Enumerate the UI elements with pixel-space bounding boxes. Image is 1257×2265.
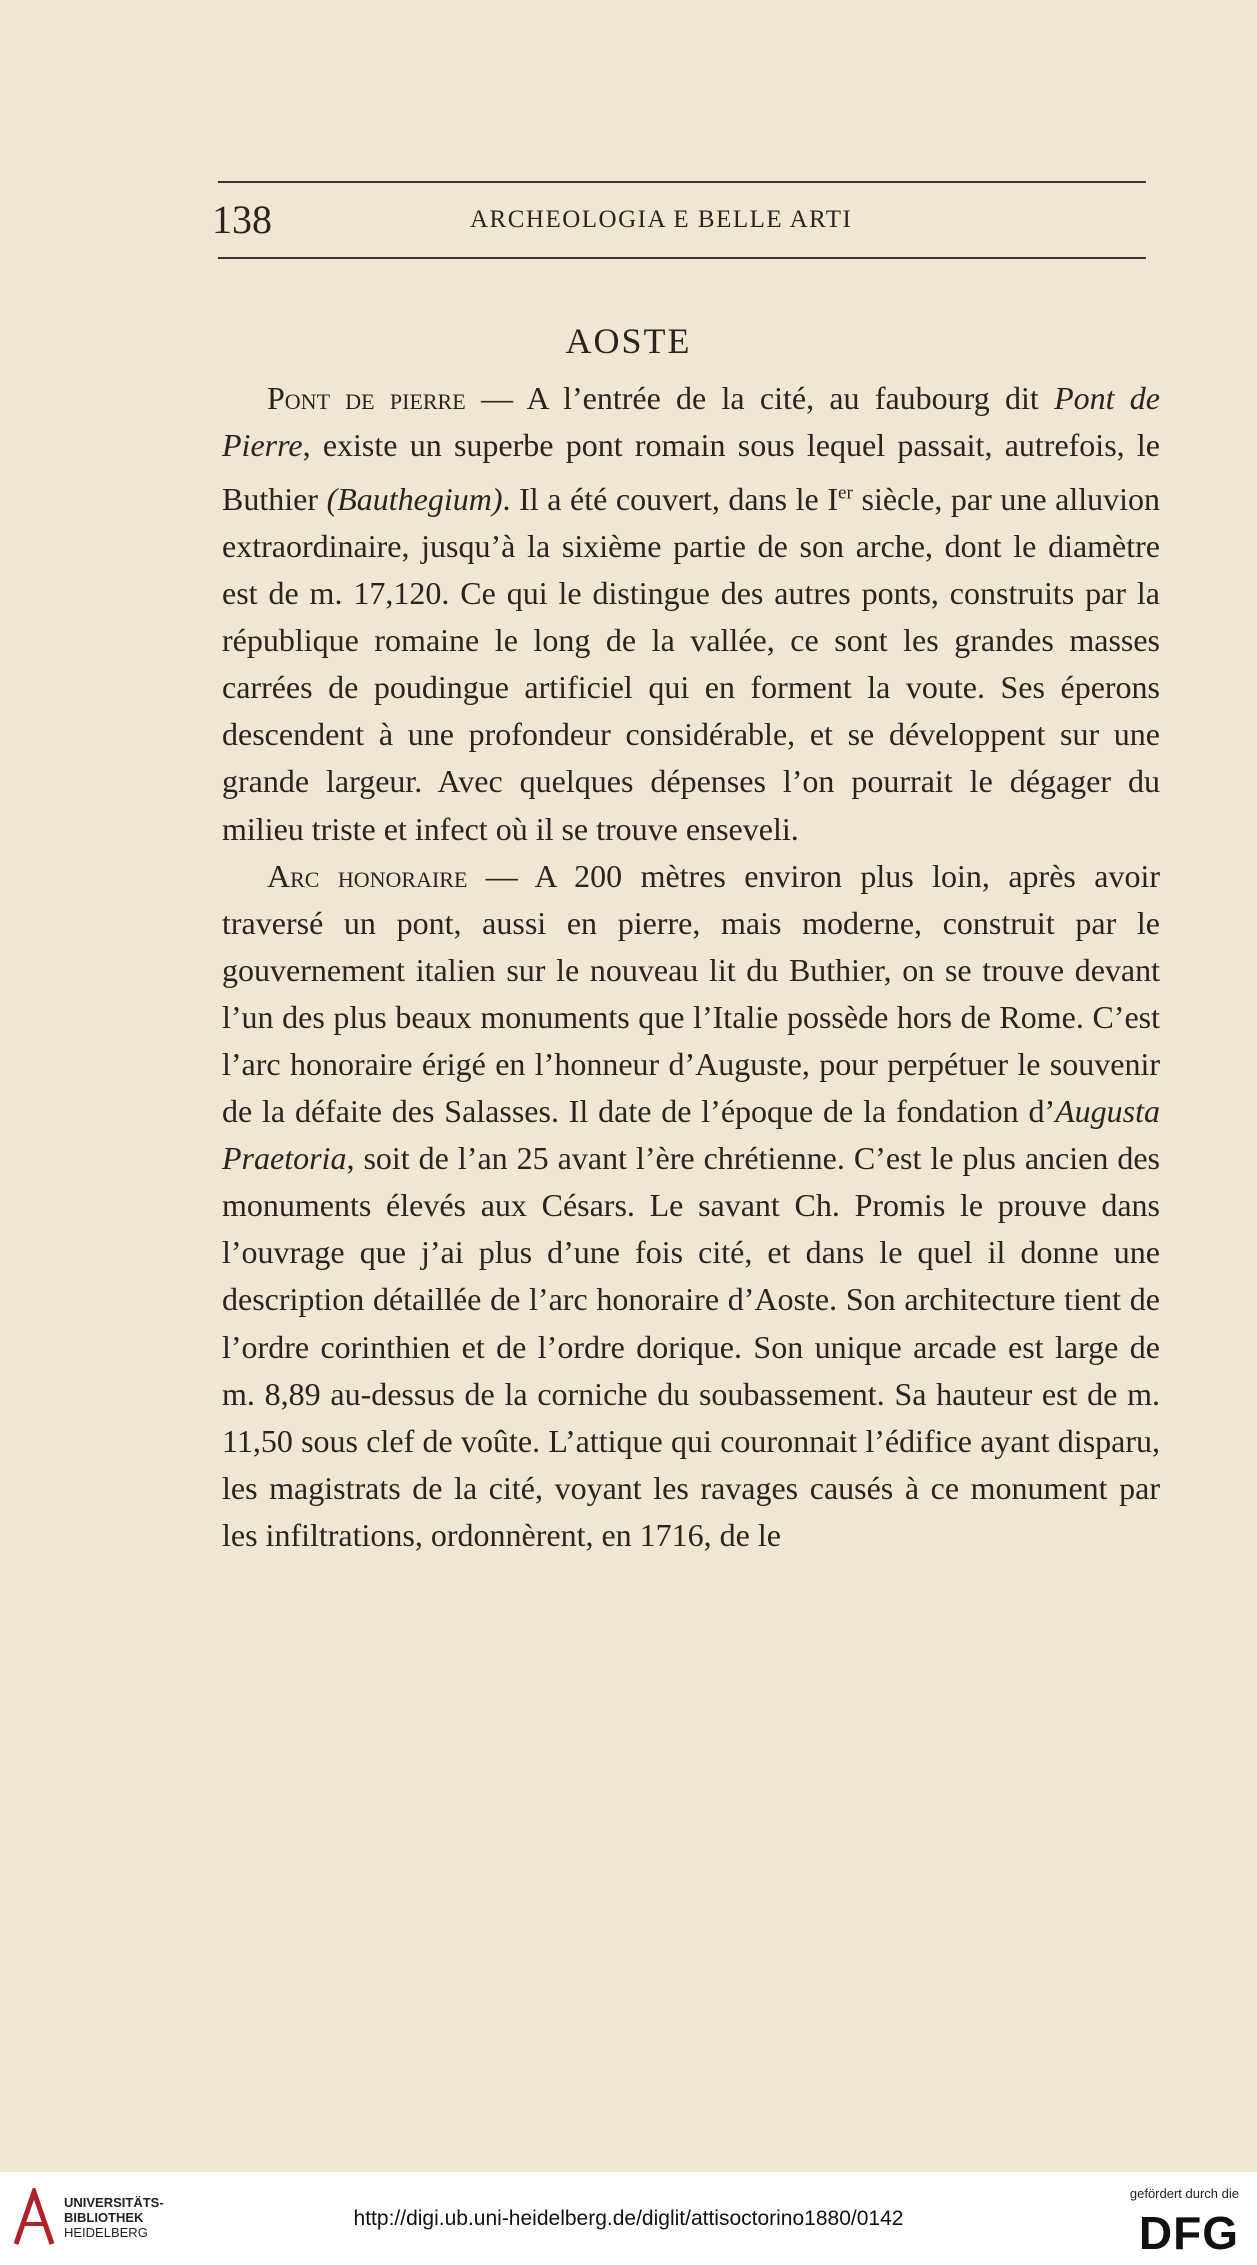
- funding-note: gefördert durch die: [1129, 2186, 1239, 2201]
- italic-text: Pont de Pierre: [222, 380, 1161, 464]
- logo-line: UNIVERSITÄTS-: [64, 2195, 164, 2210]
- text-run: , existe un superbe pont romain sous lequel passait, autrefois, le Buthier: [222, 427, 1160, 517]
- paragraph-text: [222, 858, 1160, 1553]
- dfg-logo: DFG: [1138, 2207, 1239, 2259]
- italic-text: (Bauthegium): [326, 480, 503, 517]
- paragraph-pont-de-pierre: [222, 375, 1160, 853]
- text-run: A 200 mètres environ plus loin, après avoir traversé un pont, aussi en pierre, mais moderne, construit par le gouvernement italien sur le nouveau lit du Buthier, on se trouve devant l’un des plus beaux monuments que l’Italie possède hors de Rome. C’est l’arc honoraire érigé en l’honneur d’Auguste, pour perpétuer le souvenir de la défaite des Salasses. Il date de l’époque de la fondation d’: [222, 857, 1160, 1130]
- viewer-footer: [0, 2172, 1257, 2265]
- running-head: ARCHEOLOGIA E BELLE ARTI: [470, 206, 853, 233]
- text-run: . Il a été couvert, dans le I: [502, 480, 839, 517]
- permalink-url[interactable]: http://digi.ub.uni-heidelberg.de/diglit/attisoctorino1880/0142: [353, 2207, 904, 2230]
- section-title: AOSTE: [565, 321, 692, 361]
- text-run: , soit de l’an 25 avant l’ère chrétienne. C’est le plus ancien des monuments élevés aux Césars. Le savant Ch. Promis le prouve dans l’ouvrage que j’ai plus d’une fois cité, et dans le quel il donne une description détaillée de l’arc honoraire d’Aoste. Son architecture tient de l’ordre corinthien et de l’ordre dorique. Son unique arcade est large de m. 8,89 au-dessus de la corniche du soubassement. Sa hauteur est de m. 11,50 sous clef de voûte. L’attique qui couronnait l’édifice ayant disparu, les magistrats de la cité, voyant les ravages causés à ce monument par les infiltrations, ordonnèrent, en 1716, de le: [222, 1140, 1160, 1553]
- text-run: A l’entrée de la cité, au faubourg dit: [526, 380, 1055, 416]
- paragraph-label: Arc honoraire: [267, 857, 468, 894]
- page-number: 138: [212, 197, 272, 242]
- label-dash: —: [465, 380, 527, 416]
- superscript-text: er: [838, 482, 853, 504]
- paragraph-arc-honoraire: [222, 853, 1160, 1559]
- italic-text: Augusta Praetoria: [222, 1093, 1160, 1177]
- header-rule-top: [218, 181, 1146, 183]
- label-dash: —: [467, 857, 535, 894]
- header-rule-bottom: [218, 257, 1146, 259]
- paragraph-text: [222, 380, 1160, 847]
- text-run: siècle, par une alluvion extraordinaire, jusqu’à la sixième partie de son arche, dont le diamètre est de m. 17,120. Ce qui le distingue des autres ponts, construits par la république romaine le long de la vallée, ce sont les grandes masses carrées de poudingue artificiel qui en forment la voute. Ses éperons descendent à une profondeur considérable, et se développent sur une grande largeur. Avec quelques dépenses l’on pourrait le dégager du milieu triste et infect où il se trouve enseveli.: [222, 480, 1161, 847]
- logo-line: HEIDELBERG: [64, 2225, 148, 2240]
- body-text: [222, 375, 1160, 1559]
- paragraph-label: Pont de pierre: [267, 380, 466, 416]
- logo-line: BIBLIOTHEK: [64, 2210, 144, 2225]
